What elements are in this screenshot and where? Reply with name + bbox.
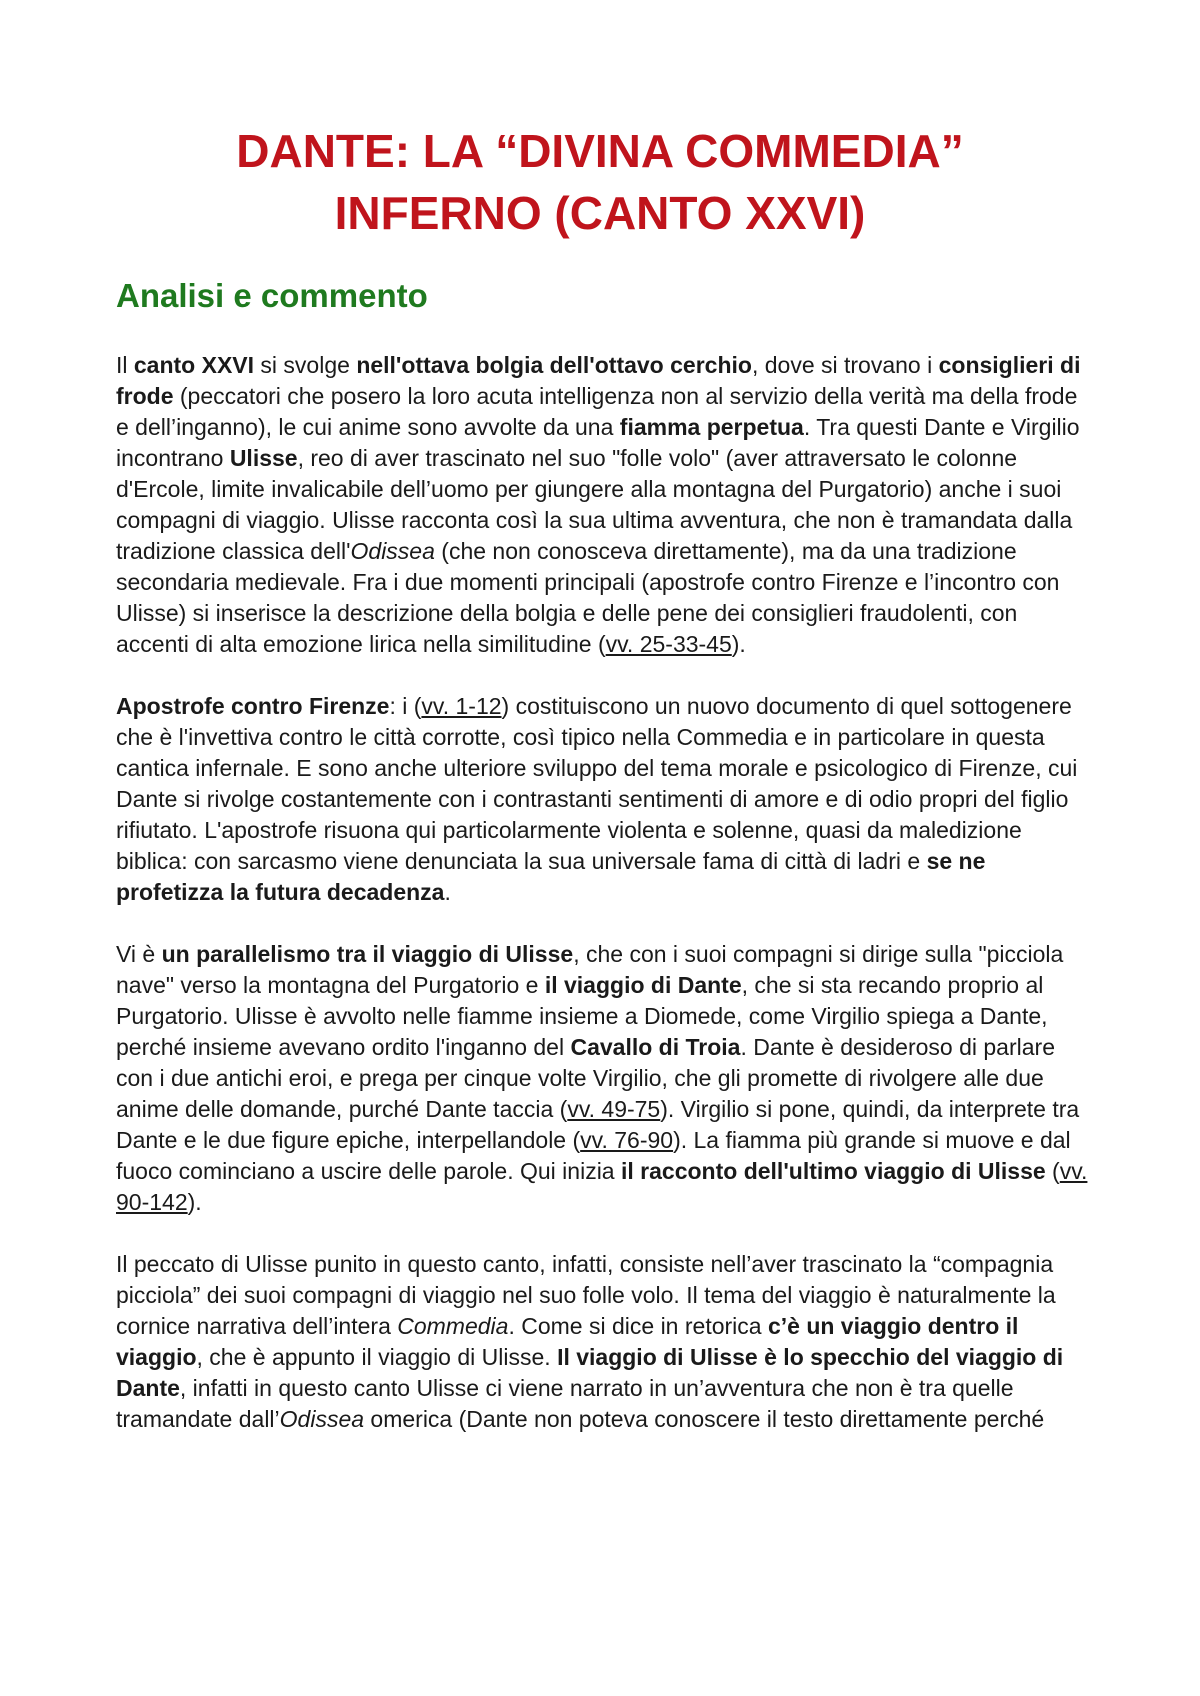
title-line-1: DANTE: LA “DIVINA COMMEDIA” — [236, 125, 964, 177]
text-run: . Dante è desideroso di parlare con i due antichi eroi, e prega per cinque volte Virgilio, che gli promette di rivolgere alle due anime delle domande, purché Dante taccia ( — [116, 1034, 1055, 1122]
text-run: . Tra questi Dante e Virgilio incontrano — [116, 414, 1080, 471]
verse-reference: vv. 76-90 — [580, 1127, 674, 1153]
text-run: . — [444, 879, 451, 905]
document-title — [0, 120, 1200, 244]
text-run: : i ( — [389, 693, 422, 719]
text-run: Vi è — [116, 941, 162, 967]
title-line-2: INFERNO (CANTO XXVI) — [334, 187, 866, 239]
italic-text: Odissea — [350, 538, 435, 564]
text-run: ). La fiamma più grande si muove e dal fuoco cominciano a uscire delle parole. Qui inizia — [116, 1127, 1071, 1184]
text-run: , che si sta recando proprio al Purgatorio. Ulisse è avvolto nelle fiamme insieme a Diomede, come Virgilio spiega a Dante, perché insieme avevano ordito l'inganno del — [116, 972, 1048, 1060]
text-run: ). — [731, 631, 746, 657]
text-run: Il — [116, 352, 134, 378]
text-run: Il peccato di Ulisse punito in questo canto, infatti, consiste nell’aver trascinato la “compagnia picciola” dei suoi compagni di viaggio nel suo folle volo. Il tema del viaggio è naturalmente la cornice narrativa dell’intera — [116, 1251, 1056, 1339]
verse-reference: vv. 90-142 — [116, 1158, 1088, 1215]
verse-reference: vv. 25-33-45 — [605, 631, 732, 657]
text-run: . Come si dice in retorica — [508, 1313, 768, 1339]
bold-text: fiamma perpetua — [619, 414, 804, 440]
bold-text: Il viaggio di Ulisse è lo specchio del viaggio di Dante — [116, 1344, 1064, 1401]
text-run: , che è appunto il viaggio di Ulisse. — [196, 1344, 558, 1370]
text-run: (che non conosceva direttamente), ma da una tradizione secondaria medievale. Fra i due momenti principali (apostrofe contro Firenze e l’incontro con Ulisse) si inserisce la descrizione della bolgia e delle pene dei consiglieri fraudolenti, con accenti di alta emozione lirica nella similitudine ( — [116, 538, 1060, 657]
section-heading: Analisi e commento — [116, 277, 428, 314]
verse-reference: vv. 49-75 — [567, 1096, 661, 1122]
paragraph — [116, 350, 1096, 660]
text-run: si svolge — [254, 352, 357, 378]
text-run: ) costituiscono un nuovo documento di quel sottogenere che è l'invettiva contro le città corrotte, così tipico nella Commedia e in particolare in questa cantica infernale. E sono anche ulteriore sviluppo del tema morale e psicologico di Firenze, cui Dante si rivolge costantemente con i contrastanti sentimenti di amore e di odio propri del figlio rifiutato. L'apostrofe risuona qui particolarmente violenta e solenne, quasi da maledizione biblica: con sarcasmo viene denunciata la sua universale fama di città di ladri e — [116, 693, 1078, 874]
paragraph — [116, 939, 1096, 1218]
paragraph — [116, 691, 1096, 908]
paragraph — [116, 1249, 1096, 1435]
italic-text: Odissea — [279, 1406, 365, 1432]
bold-text: un parallelismo tra il viaggio di Ulisse — [161, 941, 574, 967]
text-run: ( — [1045, 1158, 1060, 1184]
bold-text: Cavallo di Troia — [570, 1034, 741, 1060]
verse-reference: vv. 1-12 — [421, 693, 502, 719]
body-text — [116, 350, 1096, 1466]
bold-text: il viaggio di Dante — [544, 972, 742, 998]
bold-text: il racconto dell'ultimo viaggio di Ulisse — [621, 1158, 1046, 1184]
bold-text: Ulisse — [229, 445, 298, 471]
text-run: , che con i suoi compagni si dirige sulla "picciola nave" verso la montagna del Purgatorio e — [116, 941, 1064, 998]
bold-text: c’è un viaggio dentro il viaggio — [116, 1313, 1019, 1370]
text-run: , infatti in questo canto Ulisse ci viene narrato in un’avventura che non è tra quelle tramandate dall’ — [116, 1375, 1014, 1432]
text-run: , reo di aver trascinato nel suo "folle volo" (aver attraversato le colonne d'Ercole, limite invalicabile dell’uomo per giungere alla montagna del Purgatorio) anche i suoi compagni di viaggio. Ulisse racconta così la sua ultima avventura, che non è tramandata dalla tradizione classica dell' — [116, 445, 1073, 564]
bold-text: canto XXVI — [133, 352, 255, 378]
bold-text: consiglieri di frode — [116, 352, 1081, 409]
text-run: ). Virgilio si pone, quindi, da interprete tra Dante e le due figure epiche, interpellandole ( — [116, 1096, 1080, 1153]
text-run: ). — [187, 1189, 202, 1215]
text-run: , dove si trovano i — [751, 352, 939, 378]
italic-text: Commedia — [397, 1313, 509, 1339]
bold-text: se ne profetizza la futura decadenza — [116, 848, 986, 905]
text-run: (peccatori che posero la loro acuta intelligenza non al servizio della verità ma della frode e dell’inganno), le cui anime sono avvolte da una — [116, 383, 1078, 440]
text-run: omerica (Dante non poteva conoscere il testo direttamente perché — [364, 1406, 1045, 1432]
bold-text: Apostrofe contro Firenze — [116, 693, 390, 719]
bold-text: nell'ottava bolgia dell'ottavo cerchio — [356, 352, 752, 378]
